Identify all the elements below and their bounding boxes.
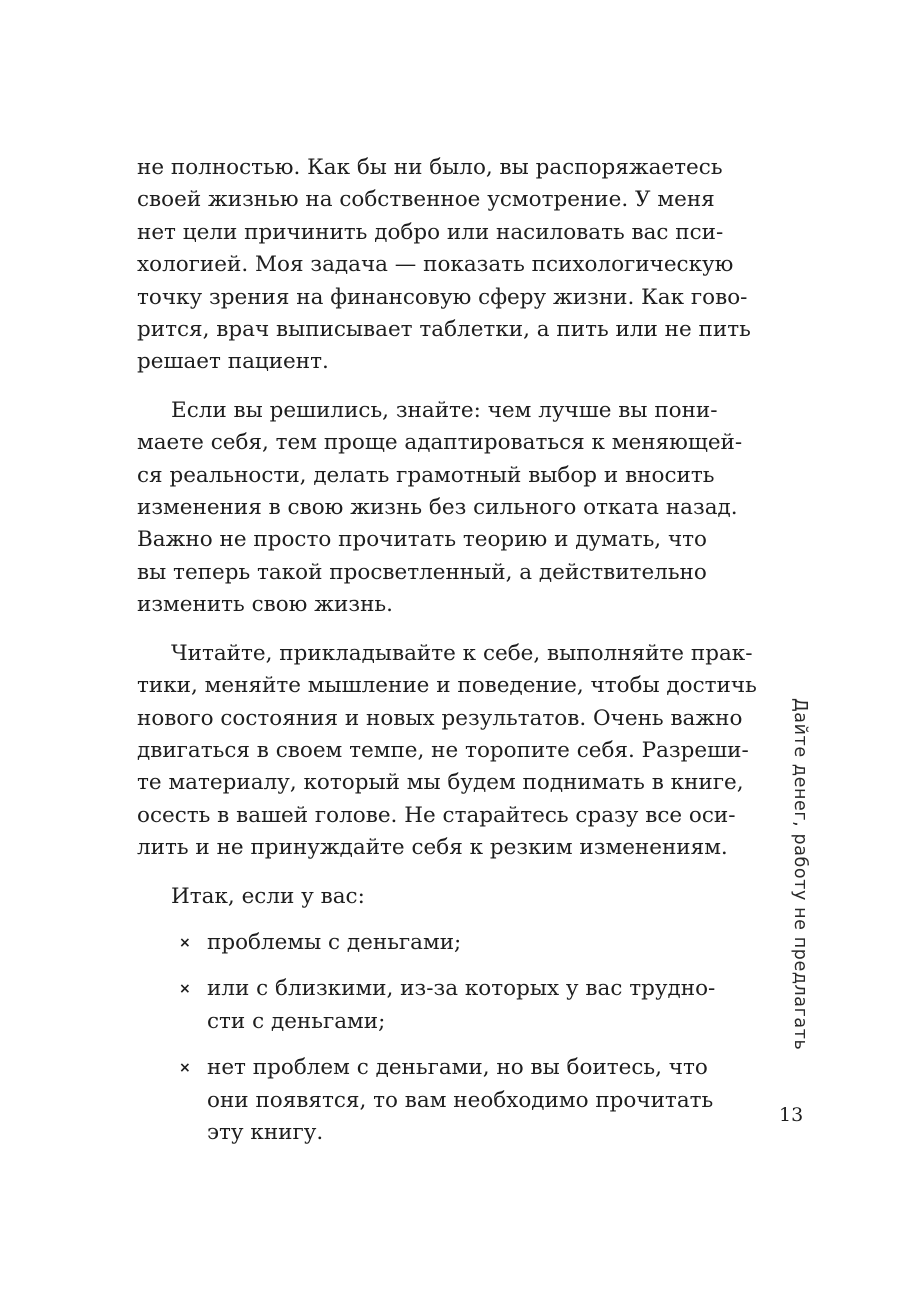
text-line: изменения в свою жизнь без сильного отката назад. [137,495,738,521]
text-line: они появятся, то вам необходимо прочитать [207,1087,714,1113]
text-line: тики, меняйте мышление и поведение, чтобы достичь [137,673,757,699]
paragraph-gap [137,913,699,927]
text-line: осесть в вашей голове. Не старайтесь сразу все оси- [137,802,736,828]
list-item [137,927,699,959]
text-line: эту книгу. [207,1119,324,1145]
text-line: Итак, если у вас: [171,883,365,909]
list-gap [137,1038,699,1052]
paragraph [137,881,699,913]
cross-bullet-icon: × [179,1060,191,1077]
bullet-list [137,927,716,1149]
text-line: маете себя, тем проще адаптироваться к меняющей- [137,430,743,456]
body-text [137,152,757,1149]
text-line: Читайте, прикладывайте к себе, выполняйте прак- [171,640,753,666]
text-line: решает пациент. [137,349,329,375]
text-line: рится, врач выписывает таблетки, а пить или не пить [137,317,751,343]
text-line: лить и не принуждайте себя к резким изменениям. [137,835,728,861]
cross-bullet-icon: × [179,981,191,998]
text-line: или с близкими, из-за которых у вас трудно- [207,976,716,1002]
text-line: не полностью. Как бы ни было, вы распоряжаетесь [137,155,723,180]
text-line: точку зрения на финансовую сферу жизни. Как гово- [137,284,748,310]
text-line: сти с деньгами; [207,1008,386,1034]
text-line: своей жизнью на собственное усмотрение. У меня [137,187,715,213]
paragraph [137,152,751,379]
text-line: хологией. Моя задача — показать психологическую [137,252,734,278]
text-line: ся реальности, делать грамотный выбор и вносить [137,462,715,488]
list-item [137,973,716,1038]
text-line: Если вы решились, знайте: чем лучше вы пони- [171,397,718,423]
text-line: изменить свою жизнь. [137,592,393,618]
paragraph-gap [137,622,699,638]
text-line: нет проблем с деньгами, но вы боитесь, что [207,1055,708,1081]
cross-bullet-icon: × [179,934,191,951]
page-number: 13 [779,1104,804,1126]
text-line: нет цели причинить добро или насиловать вас пси- [137,219,724,245]
text-line: проблемы с деньгами; [207,929,462,955]
running-head: Дайте денег, работу не предлагать [790,698,810,1051]
text-line: Важно не просто прочитать теорию и думать, что [137,527,707,553]
text-line: двигаться в своем темпе, не торопите себя. Разреши- [137,737,749,763]
list-gap [137,959,699,973]
paragraph-gap [137,865,699,881]
text-line: те материалу, который мы будем поднимать в книге, [137,770,744,796]
text-line: нового состояния и новых результатов. Очень важно [137,705,743,731]
paragraph-gap [137,379,699,395]
list-item [137,1052,714,1149]
paragraph [137,638,757,865]
text-line: вы теперь такой просветленный, а действительно [137,559,707,585]
paragraph [137,395,743,622]
